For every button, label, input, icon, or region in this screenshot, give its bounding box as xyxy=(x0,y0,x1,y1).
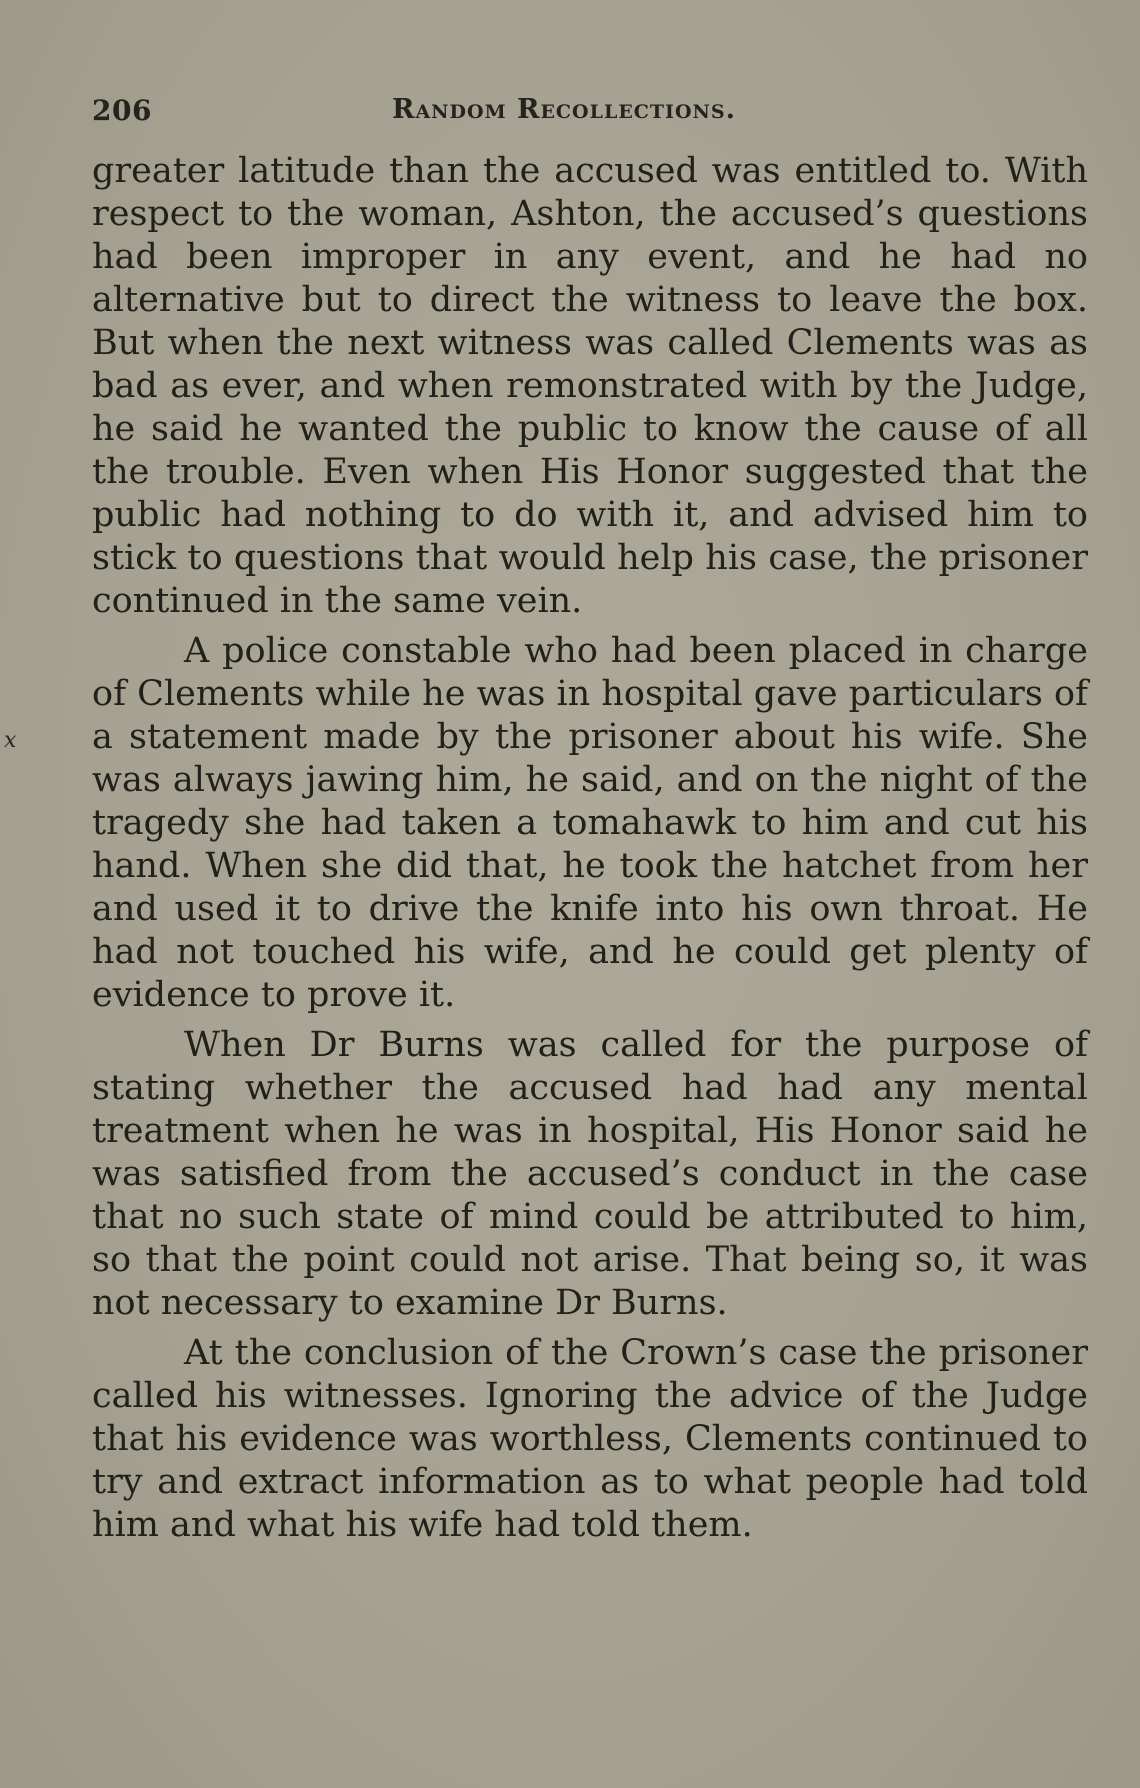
body-text xyxy=(92,150,1088,1554)
paragraph-2: A police constable who had been placed in charge of Clements while he was in hospital gave particulars of a statement made by the prisoner about his wife. She was always jawing him, he said, and on the night of the tragedy she had taken a tomahawk to him and cut his hand. When she did that, he took the hatchet from her and used it to drive the knife into his own throat. He had not touched his wife, and he could get plenty of evidence to prove it. xyxy=(92,631,1088,1015)
paragraph-1: greater latitude than the accused was entitled to. With respect to the woman, Ashton, the accused’s questions had been improper in any event, and he had no alternative but to direct the witness to leave the box. But when the next witness was called Clements was as bad as ever, and when remonstrated with by the Judge, he said he wanted the public to know the cause of all the trouble. Even when His Honor suggested that the public had nothing to do with it, and advised him to stick to questions that would help his case, the prisoner continued in the same vein. xyxy=(92,151,1088,621)
margin-pencil-mark: x xyxy=(4,728,17,753)
paragraph-3: When Dr Burns was called for the purpose of stating whether the accused had had any mental treatment when he was in hospital, His Honor said he was satisfied from the accused’s conduct in the case that no such state of mind could be attributed to him, so that the point could not arise. That being so, it was not necessary to examine Dr Burns. xyxy=(92,1025,1088,1323)
page-header xyxy=(92,94,1088,134)
paragraph-4: At the conclusion of the Crown’s case the prisoner called his witnesses. Ignoring the advice of the Judge that his evidence was worthless, Clements continued to try and extract information as to what people had told him and what his wife had told them. xyxy=(92,1333,1088,1545)
page-number: 206 xyxy=(92,94,152,127)
running-head: Random Recollections. xyxy=(392,94,736,125)
